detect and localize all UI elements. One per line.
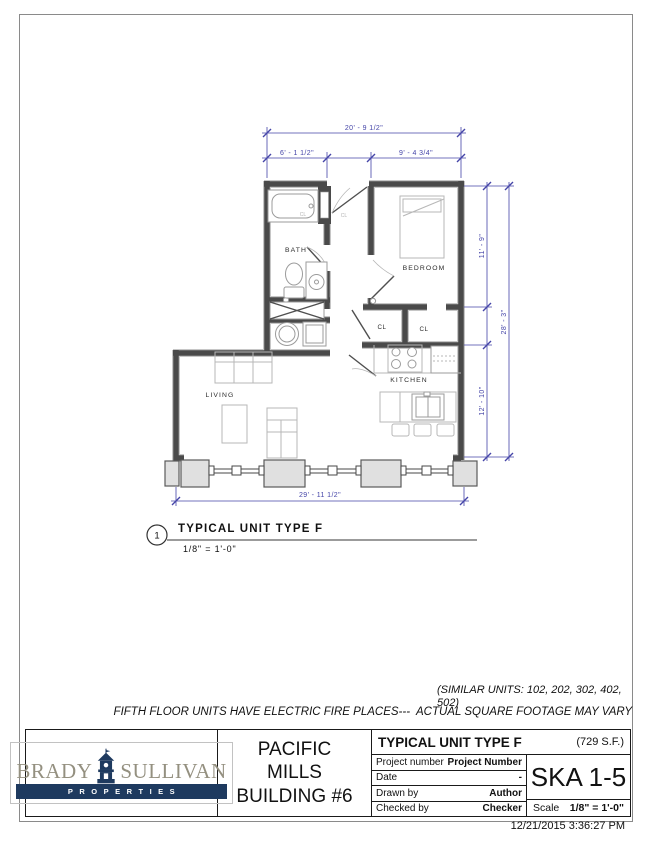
kitchen-door-leaf	[349, 355, 376, 376]
refrigerator	[431, 346, 458, 373]
logo-sullivan-text: SULLIVAN	[120, 759, 227, 783]
similar-units-note: (SIMILAR UNITS: 102, 202, 302, 402, 502)	[437, 684, 622, 710]
field-drawn-by	[372, 786, 526, 802]
dim-bottom-overall: 29' - 11 1/2"	[299, 492, 341, 499]
view-title: TYPICAL UNIT TYPE F	[178, 523, 324, 535]
view-scale: 1/8" = 1'-0"	[183, 544, 237, 554]
toilet	[286, 263, 303, 285]
field-label: Drawn by	[376, 787, 419, 799]
pilaster	[181, 460, 209, 487]
logo-properties-bar: PROPERTIES	[16, 784, 226, 799]
print-timestamp: 12/21/2015 3:36:27 PM	[510, 820, 625, 832]
field-label: Checked by	[376, 803, 429, 815]
field-value: -	[518, 772, 522, 784]
project-title-line: BUILDING #6	[236, 785, 353, 807]
room-label-closet-left: CL	[377, 324, 387, 331]
room-label-living: LIVING	[205, 392, 235, 399]
sheet-title: TYPICAL UNIT TYPE F	[378, 734, 522, 750]
company-logo-cell	[16, 730, 227, 816]
dim-top-overall: 20' - 9 1/2"	[344, 125, 384, 132]
tower-icon	[93, 748, 119, 784]
field-label: Date	[376, 772, 398, 784]
scale-row	[527, 800, 630, 816]
pilaster	[264, 460, 305, 487]
sheet-info-cell	[372, 730, 630, 816]
field-value: Author	[489, 787, 522, 799]
scale-label: Scale	[533, 802, 560, 814]
field-project-number	[372, 755, 526, 771]
dim-top-left: 6' - 1 1/2"	[280, 150, 314, 157]
centerline-label: CL	[299, 212, 307, 218]
stool	[437, 424, 454, 436]
living-furniture	[215, 352, 297, 458]
bed	[400, 196, 444, 258]
table	[222, 405, 247, 443]
corner-pier	[453, 461, 477, 486]
field-value: Checker	[482, 803, 522, 815]
shelf-unit	[267, 408, 297, 458]
logo-brady-text: BRADY	[16, 759, 93, 783]
project-title-cell	[218, 730, 372, 816]
project-title-line: MILLS	[267, 762, 322, 784]
field-value: Project Number	[447, 756, 522, 768]
dim-top-right: 9' - 4 3/4"	[399, 150, 433, 157]
room-label-bedroom: BEDROOM	[402, 265, 446, 272]
window-mullion	[328, 466, 337, 475]
title-block	[16, 729, 631, 817]
stool	[392, 424, 409, 436]
disclaimer-note: FIFTH FLOOR UNITS HAVE ELECTRIC FIRE PLACES--- ACTUAL SQUARE FOOTAGE MAY VARY	[113, 706, 632, 718]
project-title-line: PACIFIC	[257, 739, 332, 761]
room-label-kitchen: KITCHEN	[390, 377, 428, 384]
stool	[414, 424, 431, 436]
dim-right-upper: 11' - 9"	[479, 233, 486, 259]
bedroom-furniture	[400, 196, 444, 258]
field-date	[372, 771, 526, 787]
dim-right-lower: 12' - 10"	[479, 386, 486, 416]
pilaster	[361, 460, 401, 487]
closet-door-leaf	[352, 310, 370, 339]
sheet-area: (729 S.F.)	[576, 736, 624, 748]
window-mullion	[422, 466, 431, 475]
field-label: Project number	[376, 756, 444, 768]
callout-number: 1	[154, 530, 160, 542]
kitchen-fixtures	[374, 345, 461, 436]
project-fields	[372, 755, 527, 816]
bedroom-door-leaf	[371, 276, 394, 299]
sheet-number: SKA 1-5	[527, 755, 630, 800]
corner-pier	[165, 461, 179, 486]
room-label-bath: BATH	[284, 247, 308, 254]
field-checked-by	[372, 802, 526, 817]
view-title-callout	[147, 523, 477, 554]
dim-right-overall: 28' - 3"	[501, 309, 508, 335]
scale-value: 1/8" = 1'-0"	[569, 802, 624, 814]
centerline-label: CL	[340, 213, 348, 219]
entry-door-leaf	[332, 187, 367, 213]
door-pivot	[370, 298, 375, 303]
window-wall	[165, 460, 477, 487]
brady-sullivan-logo	[10, 742, 232, 804]
window-mullion	[232, 466, 241, 475]
room-label-closet-right: CL	[419, 326, 429, 333]
